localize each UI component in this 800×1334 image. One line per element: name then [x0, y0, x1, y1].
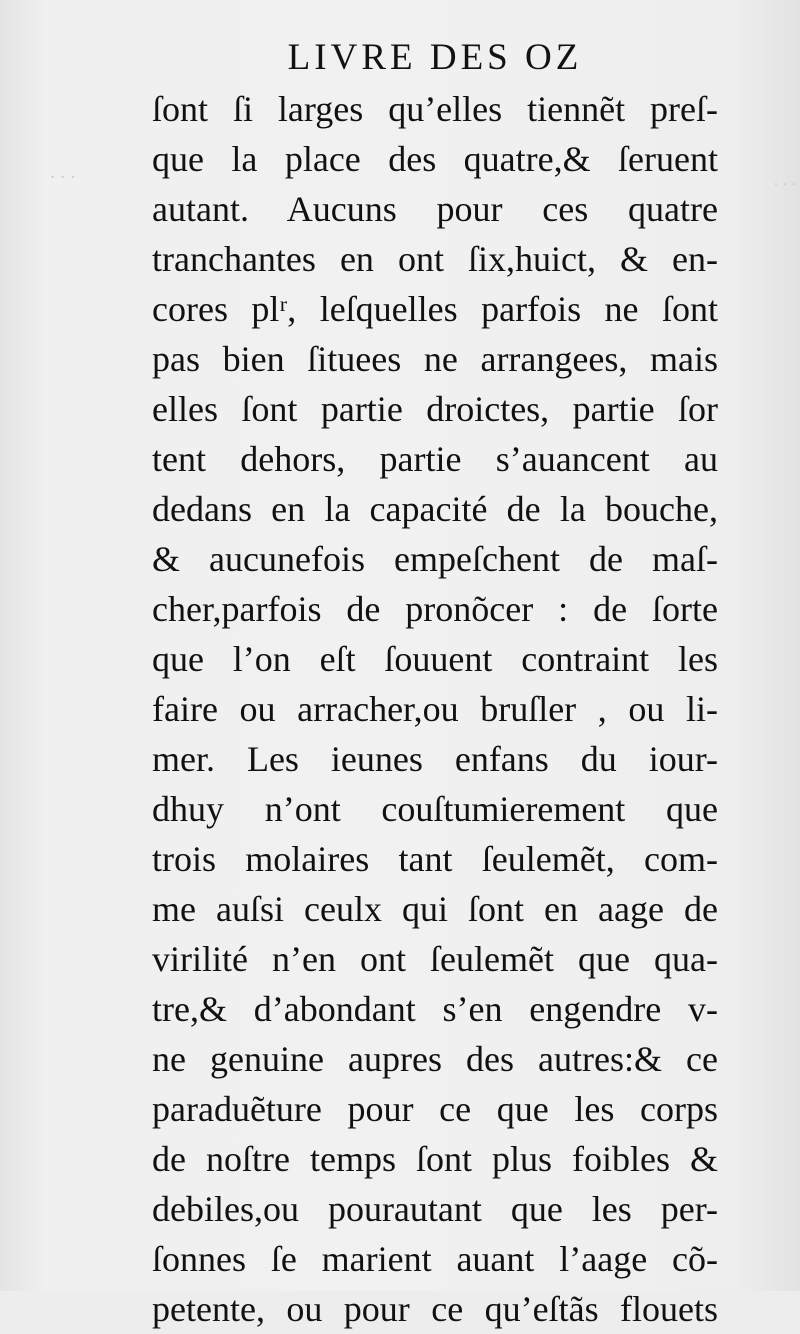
text-line: virilité n’en ont ſeulemẽt que qua-	[152, 939, 718, 979]
text-line: elles ſont partie droictes, partie ſor	[152, 389, 718, 429]
text-line: paraduẽture pour ce que les corps	[152, 1089, 718, 1129]
text-line: & aucunefois empeſchent de maſ-	[152, 539, 718, 579]
text-line: tre,& d’abondant s’en engendre v-	[152, 989, 718, 1029]
text-line: ſont ſi larges qu’elles tiennẽt preſ-	[152, 89, 718, 129]
text-line: que la place des quatre,& ſeruent	[152, 139, 718, 179]
text-line: de noſtre temps ſont plus foibles &	[152, 1139, 718, 1179]
text-line: pas bien ſituees ne arrangees, mais	[152, 339, 718, 379]
text-line: trois molaires tant ſeulemẽt, com-	[152, 839, 718, 879]
text-line: que l’on eſt ſouuent contraint les	[152, 639, 718, 679]
text-line: faire ou arracher,ou bruſler , ou li-	[152, 689, 718, 729]
show-through-right: . . .	[773, 173, 796, 189]
text-line: ne genuine aupres des autres:& ce	[152, 1039, 718, 1079]
text-line: cores plʳ, leſquelles parfois ne ſont	[152, 289, 718, 329]
text-line: ſonnes ſe marient auant l’aage cõ-	[152, 1239, 718, 1279]
text-line: tent dehors, partie s’auancent au	[152, 439, 718, 479]
text-line: autant. Aucuns pour ces quatre	[152, 189, 718, 229]
text-line: debiles,ou pourautant que les per-	[152, 1189, 718, 1229]
show-through-left: . . .	[50, 163, 76, 182]
body-text	[152, 84, 718, 1334]
text-line: mer. Les ieunes enfans du iour-	[152, 739, 718, 779]
text-line: petente, ou pour ce qu’eſtãs flouets	[152, 1289, 718, 1329]
text-line: dhuy n’ont couſtumierement que	[152, 789, 718, 829]
text-line: dedans en la capacité de la bouche,	[152, 489, 718, 529]
running-title: LIVRE DES OZ	[287, 37, 583, 78]
text-line: cher,parfois de pronõcer : de ſorte	[152, 589, 718, 629]
text-line: tranchantes en ont ſix,huict, & en-	[152, 239, 718, 279]
text-line: me auſsi ceulx qui ſont en aage de	[152, 889, 718, 929]
